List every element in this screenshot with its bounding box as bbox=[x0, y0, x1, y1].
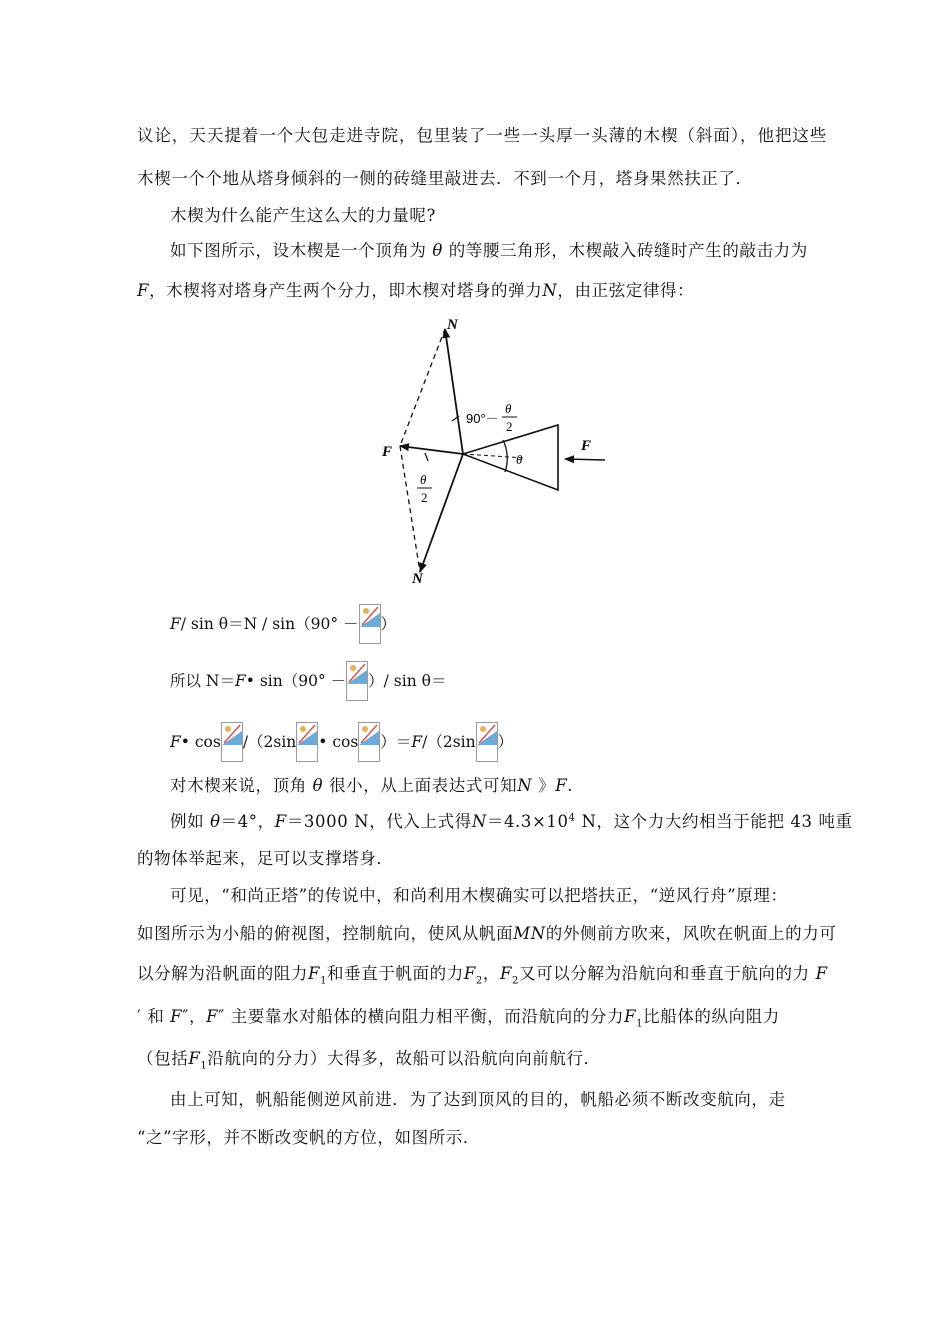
formula-text: • cos bbox=[318, 733, 359, 751]
paragraph-line bbox=[170, 810, 853, 834]
force-symbol: F bbox=[170, 733, 181, 751]
text-run: ＝4.3×10 bbox=[486, 812, 569, 831]
normal-force-arrow-bottom bbox=[420, 454, 463, 572]
force-symbol: N bbox=[542, 281, 558, 300]
paragraph-line bbox=[137, 922, 837, 946]
formula-line-1 bbox=[170, 604, 396, 644]
theta-symbol: θ bbox=[210, 812, 221, 831]
missing-image-placeholder bbox=[358, 722, 380, 762]
force-symbol: N bbox=[471, 812, 487, 831]
text-run: ′ 和 bbox=[137, 1007, 165, 1026]
force-symbol: F bbox=[235, 672, 246, 690]
label-theta-half: θ bbox=[420, 472, 427, 487]
force-symbol: F bbox=[188, 1049, 201, 1068]
normal-force-arrow-top bbox=[445, 329, 463, 454]
label-two: 2 bbox=[506, 419, 513, 434]
paragraph-line bbox=[170, 239, 827, 263]
paragraph-line bbox=[137, 279, 827, 303]
paragraph-line: 木楔一个个地从塔身倾斜的一侧的砖缝里敲进去．不到一个月，塔身果然扶正了． bbox=[137, 169, 753, 188]
text-run: . bbox=[567, 776, 574, 795]
subscript: 2 bbox=[512, 975, 520, 987]
text-run: 沿航向的分力）大得多，故船可以沿航向向前航行． bbox=[207, 1049, 601, 1068]
text-run: （包括 bbox=[137, 1049, 189, 1068]
formula-text: ）/ sin θ＝ bbox=[368, 672, 447, 690]
text-run: 比船体的纵向阻力 bbox=[643, 1007, 780, 1026]
missing-image-placeholder bbox=[221, 722, 243, 762]
formula-text: 所以 N＝ bbox=[170, 672, 235, 690]
theta-symbol: θ bbox=[432, 241, 443, 260]
paragraph-line: 木楔为什么能产生这么大的力量呢? bbox=[170, 206, 436, 225]
dashed-side bbox=[400, 329, 445, 446]
text-run: ＝4°， bbox=[220, 812, 275, 831]
force-symbol: N bbox=[517, 776, 533, 795]
text-run: 的等腰三角形，木楔敲入砖缝时产生的敲击力为 bbox=[448, 241, 808, 260]
force-symbol: F bbox=[815, 964, 828, 983]
force-symbol: F bbox=[411, 733, 423, 751]
text-run: ，木楔将对塔身产生两个分力，即木楔对塔身的弹力 bbox=[149, 281, 543, 300]
formula-line-3 bbox=[170, 722, 513, 762]
label-two-half: 2 bbox=[421, 490, 428, 505]
text-run: ″， bbox=[182, 1007, 207, 1026]
paragraph-line: 的物体举起来，足可以支撑塔身． bbox=[137, 849, 394, 868]
missing-image-placeholder bbox=[296, 722, 318, 762]
text-run: ″ 主要靠水对船体的横向阻力相平衡，而沿航向的分力 bbox=[218, 1007, 625, 1026]
force-symbol: F bbox=[499, 964, 513, 983]
text-run: ，由正弦定律得： bbox=[557, 281, 695, 300]
label-n-bottom: N bbox=[412, 571, 423, 587]
formula-text: ）＝ bbox=[380, 733, 412, 751]
paragraph-line bbox=[170, 774, 860, 798]
text-run: 如图所示为小船的俯视图，控制航向，使风从帆面 bbox=[137, 924, 514, 943]
missing-image-placeholder bbox=[359, 604, 381, 644]
text-run: 如下图所示，设木楔是一个顶角为 bbox=[170, 241, 427, 260]
label-n-top: N bbox=[447, 317, 458, 333]
force-symbol: F bbox=[206, 1007, 219, 1026]
paragraph-line bbox=[137, 1047, 827, 1071]
text-run: 》 bbox=[538, 776, 556, 795]
label-f-right: F bbox=[581, 438, 592, 454]
force-symbol: F bbox=[170, 615, 181, 633]
paragraph-line bbox=[137, 962, 827, 986]
label-theta-angle: θ bbox=[516, 452, 523, 467]
formula-text: ） bbox=[380, 615, 397, 633]
text-run: 的外侧前方吹来，风吹在帆面上的力可 bbox=[545, 924, 837, 943]
missing-image-placeholder bbox=[476, 722, 498, 762]
paragraph-line: 议论，天天提着一个大包走进寺院，包里装了一些一头厚一头薄的木楔（斜面），他把这些 bbox=[137, 126, 827, 145]
text-run: 很小，从上面表达式可知 bbox=[329, 776, 518, 795]
theta-symbol: θ bbox=[312, 776, 324, 795]
text-run: 又可以分解为沿航向和垂直于航向的力 bbox=[519, 964, 810, 983]
sail-symbol: MN bbox=[513, 924, 546, 943]
subscript: 1 bbox=[200, 1060, 208, 1072]
theta-arc bbox=[503, 440, 507, 472]
dashed-side bbox=[400, 446, 420, 572]
text-run: 对木楔来说，顶角 bbox=[170, 776, 307, 795]
applied-force-arrow bbox=[565, 459, 605, 460]
force-symbol: F bbox=[308, 964, 321, 983]
paragraph-line bbox=[137, 1005, 827, 1029]
subscript: 1 bbox=[320, 975, 328, 987]
text-run: ， bbox=[482, 964, 500, 983]
label-theta-num: θ bbox=[505, 401, 512, 416]
force-symbol: F bbox=[624, 1007, 637, 1026]
formula-text: ） bbox=[497, 733, 514, 751]
text-run: 以分解为沿帆面的阻力 bbox=[137, 964, 308, 983]
formula-text: • cos bbox=[180, 733, 221, 751]
force-symbol: F bbox=[555, 776, 568, 795]
force-symbol: F bbox=[274, 812, 287, 831]
wedge-triangle bbox=[463, 425, 558, 490]
paragraph-line: 由上可知，帆船能侧逆风前进．为了达到顶风的目的，帆船必须不断改变航向，走 bbox=[170, 1090, 786, 1109]
formula-text: / sin θ＝N / sin（90° － bbox=[180, 615, 359, 633]
wedge-force-diagram bbox=[375, 312, 615, 592]
tick-mark bbox=[425, 453, 428, 461]
text-run: 和垂直于帆面的力 bbox=[327, 964, 464, 983]
exponent: 4 bbox=[568, 812, 576, 824]
text-run: N，这个力大约相当于能把 43 吨重 bbox=[575, 812, 853, 831]
text-run: 例如 bbox=[170, 812, 205, 831]
force-symbol: F bbox=[170, 1007, 183, 1026]
formula-text: /（2sin bbox=[422, 733, 476, 751]
formula-line-2 bbox=[170, 661, 446, 701]
label-90-minus: 90°－ bbox=[466, 411, 499, 426]
paragraph-line: 可见，“和尚正塔”的传说中，和尚利用木楔确实可以把塔扶正，“逆风行舟”原理： bbox=[170, 886, 788, 905]
force-symbol: F bbox=[463, 964, 476, 983]
subscript: 2 bbox=[475, 975, 483, 987]
subscript: 1 bbox=[636, 1018, 644, 1030]
formula-text: /（2sin bbox=[242, 733, 297, 751]
text-run: ＝3000 N，代入上式得 bbox=[286, 812, 472, 831]
missing-image-placeholder bbox=[346, 661, 368, 701]
formula-text: • sin（90° － bbox=[245, 672, 347, 690]
label-f-left: F bbox=[382, 444, 393, 460]
force-symbol: F bbox=[137, 281, 150, 300]
paragraph-line: “之”字形，并不断改变帆的方位，如图所示． bbox=[137, 1128, 480, 1147]
